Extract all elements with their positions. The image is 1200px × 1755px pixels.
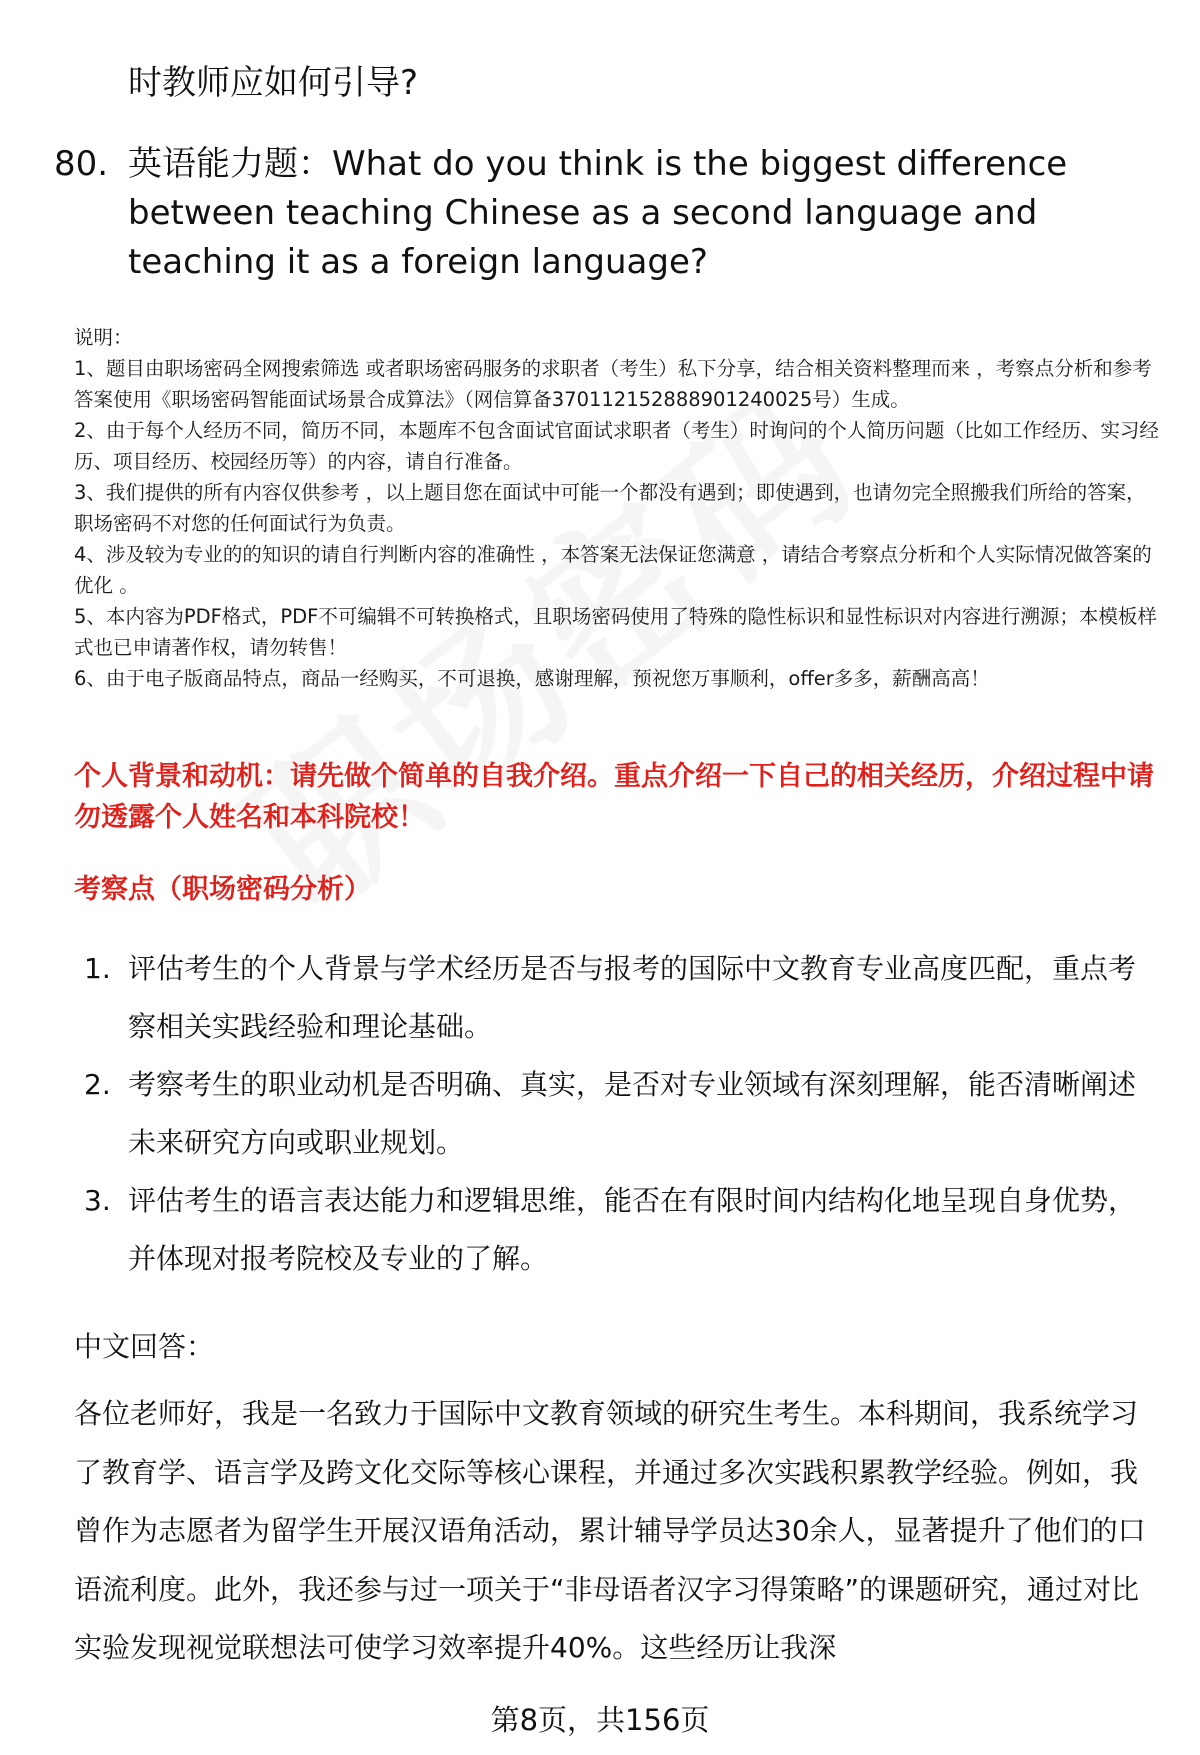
point-text: 评估考生的个人背景与学术经历是否与报考的国际中文教育专业高度匹配，重点考察相关实践经验和理论基础。 <box>128 952 1137 1043</box>
answer-text: 各位老师好，我是一名致力于国际中文教育领域的研究生考生。本科期间，我系统学习了教育学、语言学及跨文化交际等核心课程，并通过多次实践积累教学经验。例如，我曾作为志愿者为留学生开展汉语角活动，累计辅导学员达30余人，显著提升了他们的口语流利度。此外，我还参与过一项关于“非母语者汉字习得策略”的课题研究，通过对比实验发现视觉联想法可使学习效率提升40%。这些经历让我深 <box>74 1397 1146 1664</box>
note-item: 1、题目由职场密码全网搜索筛选 或者职场密码服务的求职者（考生）私下分享，结合相关资料整理而来 ，考察点分析和参考答案使用《职场密码智能面试场景合成算法》（网信算备370112152888901240025号）生成。 <box>74 357 1152 411</box>
note-item: 3、我们提供的所有内容仅供参考 ，以上题目您在面试中可能一个都没有遇到；即使遇到，也请勿完全照搬我们所给的答案，职场密码不对您的任何面试行为负责。 <box>74 481 1146 535</box>
section-title: 个人背景和动机：请先做个简单的自我介绍。重点介绍一下自己的相关经历，介绍过程中请勿透露个人姓名和本科院校！ <box>74 761 1154 833</box>
point-number: 1. <box>84 952 111 985</box>
answer-label: 中文回答： <box>74 1330 215 1363</box>
point-text: 考察考生的职业动机是否明确、真实，是否对专业领域有深刻理解，能否清晰阐述未来研究方向或职业规划。 <box>128 1068 1137 1159</box>
note-item: 2、由于每个人经历不同，简历不同，本题库不包含面试官面试求职者（考生）时询问的个人简历问题（比如工作经历、实习经历、项目经历、校园经历等）的内容，请自行准备。 <box>74 419 1159 473</box>
note-item: 5、本内容为PDF格式，PDF不可编辑不可转换格式，且职场密码使用了特殊的隐性标识和显性标识对内容进行溯源；本模板样式也已申请著作权，请勿转售！ <box>74 605 1157 659</box>
page-footer: 第8页，共156页 <box>490 1703 710 1737</box>
point-number: 2. <box>84 1068 111 1101</box>
analysis-point <box>74 940 1160 1056</box>
analysis-title: 考察点（职场密码分析） <box>74 874 371 905</box>
analysis-points <box>74 940 1160 1288</box>
question-item <box>54 140 1134 287</box>
point-number: 3. <box>84 1184 111 1217</box>
notes-title: 说明： <box>74 326 133 349</box>
point-text: 评估考生的语言表达能力和逻辑思维，能否在有限时间内结构化地呈现自身优势，并体现对报考院校及专业的了解。 <box>128 1184 1137 1275</box>
note-item: 4、涉及较为专业的的知识的请自行判断内容的准确性 ，本答案无法保证您满意 ，请结合考察点分析和个人实际情况做答案的优化 。 <box>74 543 1152 597</box>
analysis-point <box>74 1056 1160 1172</box>
note-item: 6、由于电子版商品特点，商品一经购买，不可退换，感谢理解，预祝您万事顺利，offer多多，薪酬高高！ <box>74 667 990 690</box>
question-continuation: 时教师应如何引导? <box>128 63 419 103</box>
analysis-point <box>74 1172 1160 1288</box>
notes-block <box>74 322 1160 694</box>
question-text: 英语能力题：What do you think is the biggest difference between teaching Chinese as a second language and teaching it as a foreign language? <box>128 144 1068 282</box>
question-number: 80. <box>54 144 109 184</box>
